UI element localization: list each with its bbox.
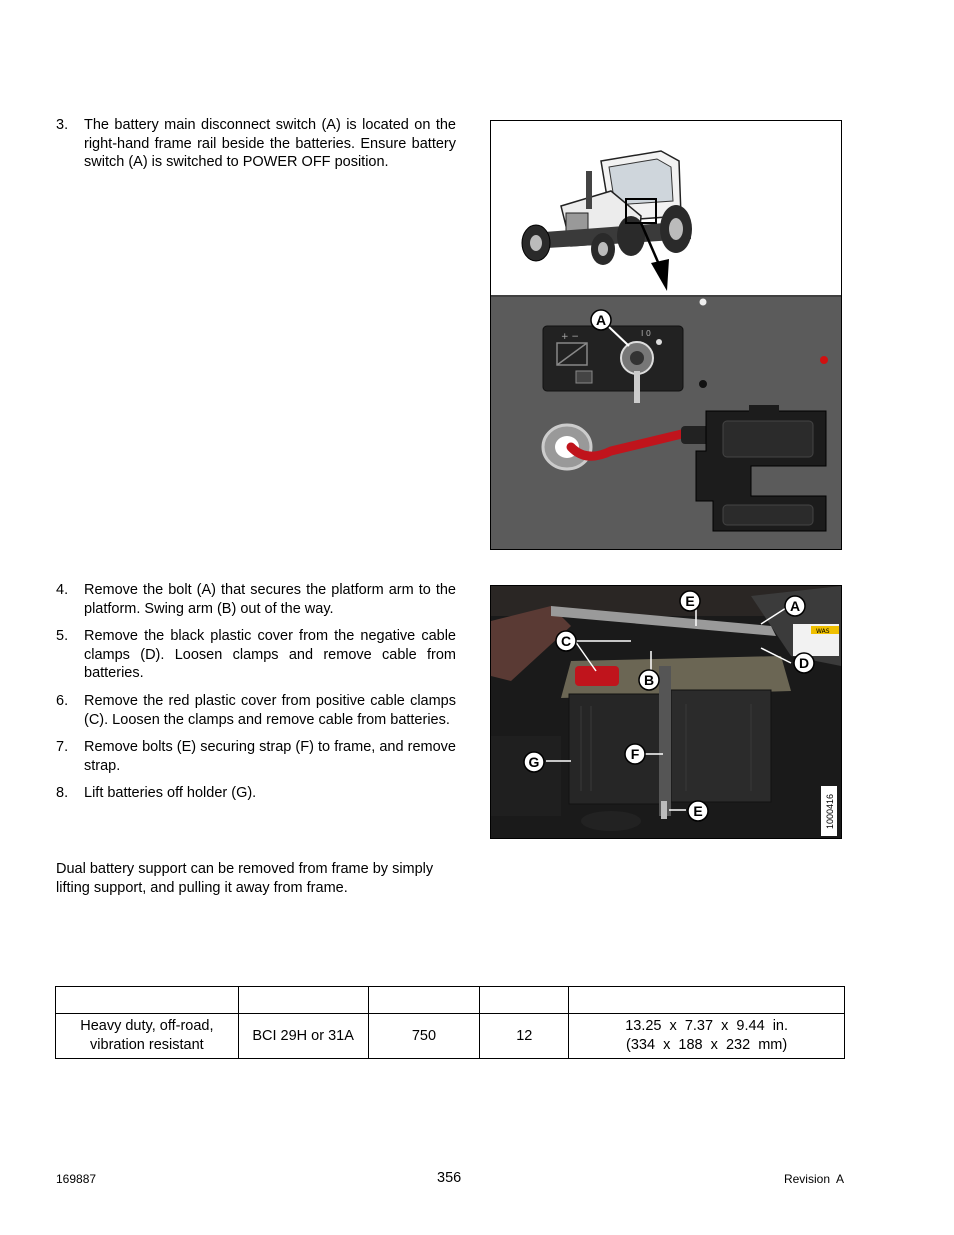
battery-volts: 12 <box>516 1027 533 1044</box>
revision-label: Revision A <box>783 1172 844 1186</box>
callout-e-top: E <box>685 593 695 609</box>
callout-a: A <box>789 598 801 614</box>
step-item <box>56 784 456 803</box>
step-number: 3. <box>56 117 69 133</box>
callout-g: G <box>528 754 540 770</box>
document-number: 169887 <box>56 1172 97 1186</box>
step-number: 4. <box>56 582 69 598</box>
battery-size-cell <box>569 1014 845 1059</box>
battery-type-cell <box>56 1014 239 1059</box>
battery-cca-cell <box>368 1014 480 1059</box>
callout-f: F <box>630 746 640 762</box>
step-number: 7. <box>56 739 69 756</box>
battery-spec-table <box>55 986 845 1059</box>
table-header <box>56 987 239 1014</box>
battery-type: Heavy duty, off-road, vibration resistant <box>80 1018 214 1053</box>
page-number: 356 <box>437 1170 462 1186</box>
battery-cca: 750 <box>411 1027 437 1044</box>
table-header-row <box>56 987 845 1014</box>
disconnect-switch-panel <box>543 326 683 403</box>
battery-group-cell <box>238 1014 368 1059</box>
step-text: Remove the bolt (A) that secures the platform arm to the platform. Swing arm (B) out of the way. <box>84 582 456 617</box>
callout-a: A <box>595 312 607 328</box>
callout-c: C <box>560 633 572 649</box>
callout-b: B <box>643 672 655 688</box>
step-text: Remove bolts (E) securing strap (F) to frame, and remove strap. <box>84 739 456 774</box>
table-header <box>368 987 480 1014</box>
svg-text:I 0: I 0 <box>641 329 651 338</box>
step-item <box>56 692 456 729</box>
step-text: The battery main disconnect switch (A) is located on the right-hand frame rail beside the batteries. Ensure battery switch (A) is switched to POWER OFF position. <box>84 117 456 171</box>
battery-group: BCI 29H or 31A <box>252 1027 354 1044</box>
figure-id: 1000416 <box>825 793 835 829</box>
step-text: Lift batteries off holder (G). <box>84 785 257 802</box>
step-text: Remove the black plastic cover from the negative cable clamps (D). Loosen clamps and remove cable from batteries. <box>84 628 456 682</box>
callout-e-bottom: E <box>693 803 703 819</box>
step-number: 8. <box>56 785 69 802</box>
svg-text:WAS: WAS <box>816 628 830 635</box>
callout-d: D <box>798 655 810 671</box>
step-item <box>56 627 456 683</box>
table-header <box>238 987 368 1014</box>
svg-text:+ −: + − <box>561 332 579 342</box>
battery-volts-cell <box>480 1014 569 1059</box>
step-number: 6. <box>56 692 69 709</box>
steps-list-disconnect <box>56 116 456 181</box>
step-number: 5. <box>56 628 69 645</box>
step-item <box>56 116 456 172</box>
battery-size-in: 13.25 x 7.37 x 9.44 in. <box>625 1018 789 1034</box>
table-row <box>56 1014 845 1059</box>
battery-size-mm: (334 x 188 x 232 mm) <box>626 1037 788 1053</box>
figure-batteries <box>490 585 842 839</box>
step-text: Remove the red plastic cover from positive cable clamps (C). Loosen the clamps and remove cable from batteries. <box>84 692 456 728</box>
steps-list-battery-removal <box>56 581 456 812</box>
step-item <box>56 738 456 775</box>
table-header <box>569 987 845 1014</box>
step-item <box>56 581 456 618</box>
table-header <box>480 987 569 1014</box>
figure-disconnect-switch <box>490 120 842 550</box>
support-note: Dual battery support can be removed from frame by simply lifting support, and pulling it away from frame. <box>56 861 434 896</box>
